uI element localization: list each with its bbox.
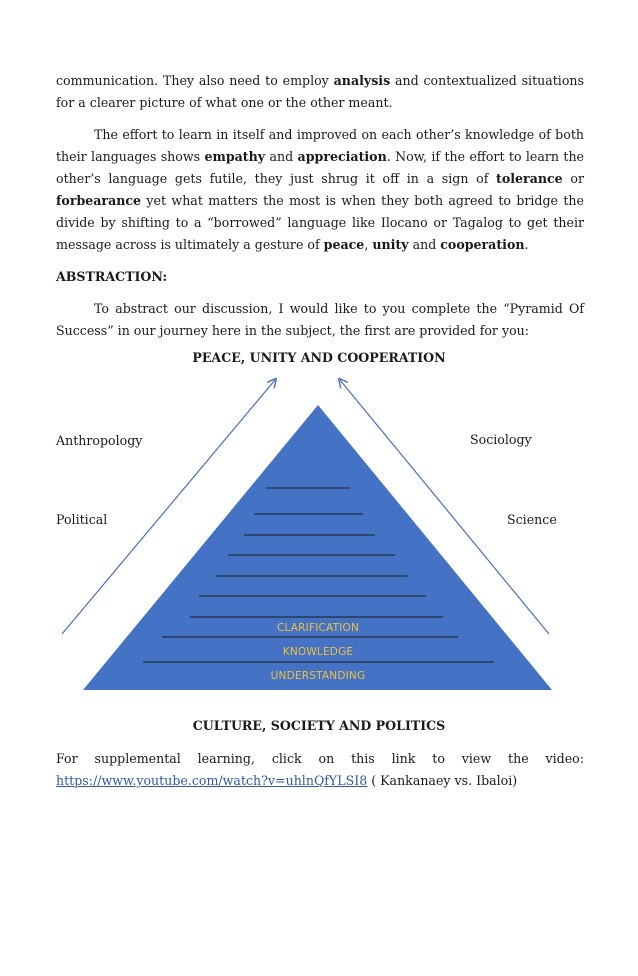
level-knowledge: KNOWLEDGE [282,646,354,658]
term-appreciation: appreciation [297,149,387,164]
term-unity: unity [372,237,409,252]
pyramid-bottom-title: CULTURE, SOCIETY AND POLITICS [192,718,446,733]
term-empathy: empathy [204,149,266,164]
paragraph-3: To abstract our discussion, I would like to you complete the “Pyramid Of Success” in our journey here in the subject, the first are provided for you: [56,301,584,338]
link-suffix: ( Kankanaey vs. Ibaloi) [367,773,518,788]
pyramid-diagram [0,346,638,702]
label-science: Science [507,512,557,527]
pyramid-top-title: PEACE, UNITY AND COOPERATION [192,350,446,365]
label-anthropology: Anthropology [56,433,143,448]
level-understanding: UNDERSTANDING [270,670,366,682]
label-political: Political [56,512,108,527]
term-peace: peace [323,237,365,252]
abstraction-heading: ABSTRACTION: [56,269,168,284]
level-clarification: CLARIFICATION [276,622,360,634]
supplemental-line: For supplemental learning, click on this link to view the video: [56,751,584,766]
term-cooperation: cooperation [440,237,525,252]
term-analysis: analysis [333,73,391,88]
video-link[interactable]: https://www.youtube.com/watch?v=uhlnQfYLSI8 [56,773,368,788]
paragraph-1: communication. They also need to employ analysis and contextualized situations for a clearer picture of what one or the other meant. [56,73,584,110]
term-forbearance: forbearance [56,193,142,208]
document-body [56,70,584,342]
supplemental-link-line [56,770,584,792]
supplemental-section [56,748,584,792]
label-sociology: Sociology [470,432,532,447]
paragraph-2: The effort to learn in itself and improved on each other’s knowledge of both their languages shows empathy and appreciation. Now, if the effort to learn the other’s language gets futile, they just shrug it off in a sign of tolerance or forbearance yet what matters the most is when they both agreed to bridge the divide by shifting to a “borrowed” language like Ilocano or Tagalog to get their message across is ultimately a gesture of peace, unity and cooperation. [56,127,585,252]
term-tolerance: tolerance [496,171,563,186]
